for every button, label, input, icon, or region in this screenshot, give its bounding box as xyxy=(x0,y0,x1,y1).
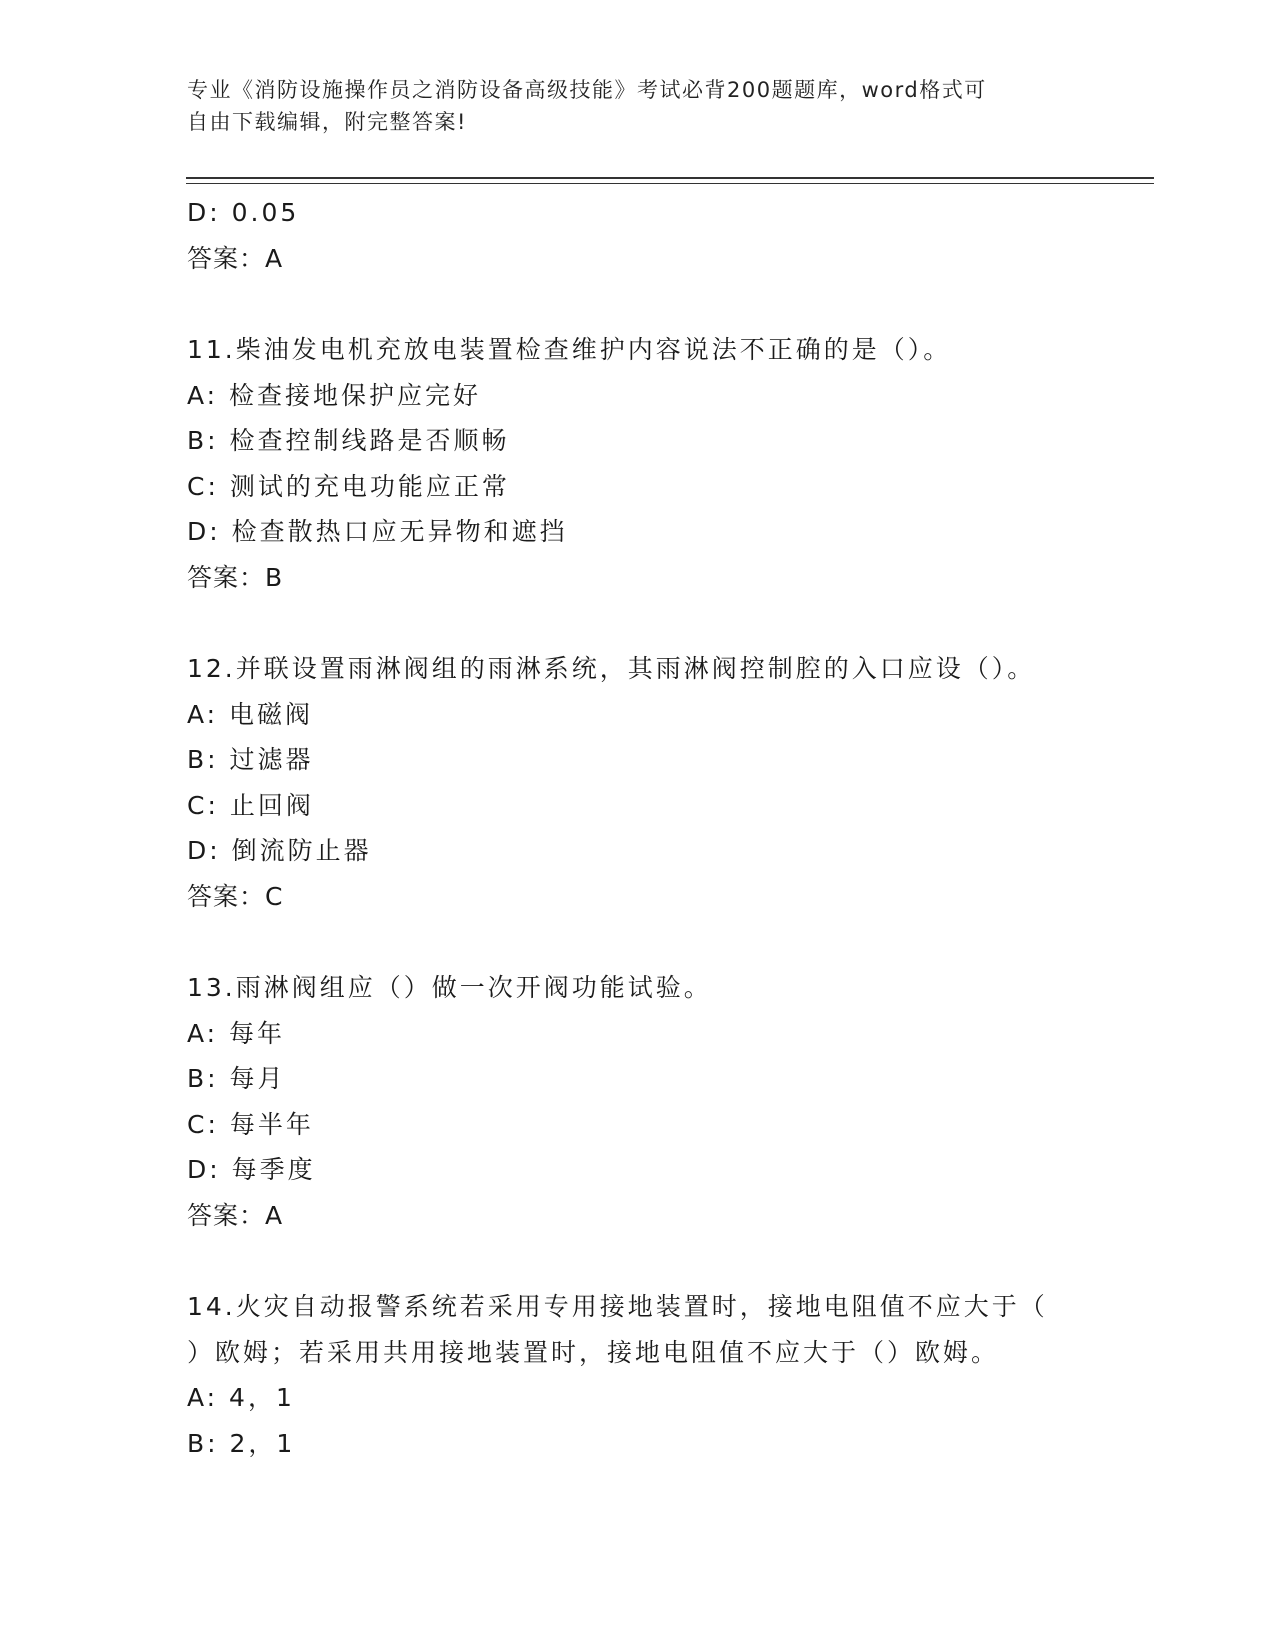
question-option: B: 每月 xyxy=(187,1064,286,1093)
question-option: A: 4，1 xyxy=(187,1383,295,1412)
question-item xyxy=(187,327,1147,600)
header-line-2: 自由下载编辑，附完整答案! xyxy=(187,110,467,134)
question-option: B: 检查控制线路是否顺畅 xyxy=(187,426,510,455)
question-stem: 14.火灾自动报警系统若采用专用接地装置时，接地电阻值不应大于（ xyxy=(187,1292,1048,1321)
question-option: C: 止回阀 xyxy=(187,790,314,820)
header-rule-thick xyxy=(186,177,1154,179)
document-header xyxy=(187,74,1087,138)
question-answer: 答案：A xyxy=(187,1200,284,1230)
question-option: C: 每半年 xyxy=(187,1109,314,1139)
question-answer: 答案：B xyxy=(187,562,284,592)
question-option: B: 过滤器 xyxy=(187,745,314,774)
question-item xyxy=(187,965,1147,1238)
question-option: D: 倒流防止器 xyxy=(187,836,372,865)
lead-answer: 答案：A xyxy=(187,243,284,273)
question-answer: 答案：C xyxy=(187,881,284,911)
question-option: D: 每季度 xyxy=(187,1155,316,1184)
question-stem: 11.柴油发电机充放电装置检查维护内容说法不正确的是（）。 xyxy=(187,335,952,364)
header-line-1: 专业《消防设施操作员之消防设备高级技能》考试必背200题题库，word格式可 xyxy=(187,78,987,102)
lead-option: D: 0.05 xyxy=(187,198,300,227)
question-item xyxy=(187,646,1147,919)
question-stem: 13.雨淋阀组应（）做一次开阀功能试验。 xyxy=(187,973,712,1002)
question-stem: ）欧姆；若采用共用接地装置时，接地电阻值不应大于（）欧姆。 xyxy=(187,1337,1000,1367)
document-body xyxy=(187,190,1147,1466)
question-option: A: 检查接地保护应完好 xyxy=(187,380,482,410)
question-option: C: 测试的充电功能应正常 xyxy=(187,471,510,501)
question-option: A: 电磁阀 xyxy=(187,699,314,729)
header-rule-thin xyxy=(186,183,1154,184)
question-item xyxy=(187,1284,1147,1466)
question-stem: 12.并联设置雨淋阀组的雨淋系统，其雨淋阀控制腔的入口应设（）。 xyxy=(187,654,1036,683)
question-option: B: 2，1 xyxy=(187,1428,296,1458)
question-option: D: 检查散热口应无异物和遮挡 xyxy=(187,517,568,546)
question-list xyxy=(187,327,1147,1466)
question-option: A: 每年 xyxy=(187,1018,286,1048)
